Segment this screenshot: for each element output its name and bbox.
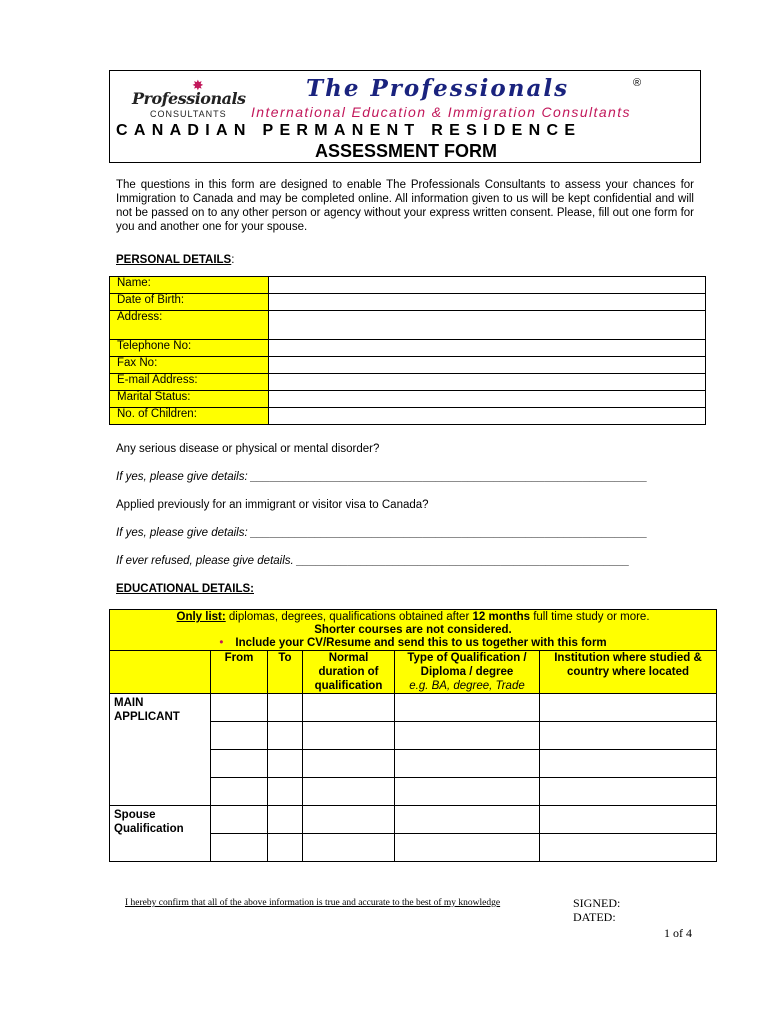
edu-cell[interactable] — [268, 694, 303, 722]
intro-paragraph: The questions in this form are designed to enable The Professionals Consultants to assess your chances for Immigration to Canada and may be completed online. All information given to us will be kept confidential and will not be passed on to any other person or agency without your express written consent. Please, fill out one form for you and another one for your spouse. — [116, 179, 694, 233]
header-box — [109, 70, 701, 163]
edu-cell[interactable] — [395, 694, 540, 722]
name-field[interactable] — [269, 277, 706, 294]
personal-heading-colon: : — [231, 254, 235, 266]
col-type-label: Type of Qualification / Diploma / degree — [407, 652, 527, 678]
signature-block — [573, 896, 620, 924]
edu-cell[interactable] — [303, 778, 395, 806]
brand-title: The Professionals — [306, 75, 570, 102]
name-label: Name: — [110, 277, 269, 294]
col-from: From — [211, 651, 268, 694]
main-applicant-label: MAIN APPLICANT — [110, 694, 211, 806]
spouse-label: Spouse Qualification — [110, 806, 211, 862]
company-logo — [128, 77, 246, 121]
visa-details-line[interactable]: If yes, please give details: ______________________________________________________________ — [116, 527, 648, 539]
only-list-bold: 12 months — [472, 611, 530, 623]
education-heading: EDUCATIONAL DETAILS: — [116, 583, 254, 595]
edu-cell[interactable] — [303, 722, 395, 750]
personal-heading-wrap — [116, 250, 234, 268]
edu-cell[interactable] — [395, 834, 540, 862]
edu-cell[interactable] — [303, 834, 395, 862]
edu-cell[interactable] — [211, 834, 268, 862]
edu-cell[interactable] — [211, 778, 268, 806]
edu-cell[interactable] — [268, 834, 303, 862]
personal-details-table — [109, 276, 706, 425]
dob-label: Date of Birth: — [110, 294, 269, 311]
telephone-field[interactable] — [269, 340, 706, 357]
marital-field[interactable] — [269, 391, 706, 408]
edu-cell[interactable] — [395, 778, 540, 806]
telephone-label: Telephone No: — [110, 340, 269, 357]
dob-field[interactable] — [269, 294, 706, 311]
edu-cell[interactable] — [303, 750, 395, 778]
col-institution: Institution where studied & country where located — [540, 651, 717, 694]
edu-cell[interactable] — [303, 806, 395, 834]
form-title: ASSESSMENT FORM — [314, 141, 497, 161]
edu-cell[interactable] — [268, 778, 303, 806]
refused-details-line[interactable]: If ever refused, please give details. ____________________________________________________ — [116, 555, 630, 567]
personal-heading: PERSONAL DETAILS — [116, 254, 232, 266]
edu-cell[interactable] — [395, 806, 540, 834]
email-field[interactable] — [269, 374, 706, 391]
email-label: E-mail Address: — [110, 374, 269, 391]
edu-cell[interactable] — [303, 694, 395, 722]
edu-cell[interactable] — [540, 694, 717, 722]
marital-label: Marital Status: — [110, 391, 269, 408]
col-duration: Normal duration of qualification — [303, 651, 395, 694]
disease-question: Any serious disease or physical or mental disorder? — [116, 443, 380, 455]
col-type-example: e.g. BA, degree, Trade — [409, 680, 525, 692]
edu-cell[interactable] — [395, 722, 540, 750]
shorter-courses-note: Shorter courses are not considered. — [314, 624, 512, 636]
edu-cell[interactable] — [211, 806, 268, 834]
only-list-text-b: full time study or more. — [530, 611, 650, 623]
fax-field[interactable] — [269, 357, 706, 374]
only-list-text-a: diplomas, degrees, qualifications obtained after — [225, 611, 473, 623]
edu-cell[interactable] — [268, 722, 303, 750]
address-label: Address: — [110, 311, 269, 340]
edu-cell[interactable] — [268, 750, 303, 778]
logo-top-text: Professionals — [132, 89, 246, 108]
children-field[interactable] — [269, 408, 706, 425]
disease-details-line[interactable]: If yes, please give details: ______________________________________________________________ — [116, 471, 648, 483]
edu-cell[interactable] — [268, 806, 303, 834]
confirmation-statement: I hereby confirm that all of the above information is true and accurate to the best of my knowledge — [125, 898, 501, 908]
col-to: To — [268, 651, 303, 694]
education-instructions — [110, 610, 717, 651]
address-field[interactable] — [269, 311, 706, 340]
dated-label: DATED: — [573, 910, 616, 924]
edu-cell[interactable] — [211, 694, 268, 722]
edu-cell[interactable] — [540, 778, 717, 806]
header-blank — [110, 651, 211, 694]
bullet-icon: • — [219, 637, 224, 649]
edu-cell[interactable] — [540, 806, 717, 834]
education-table — [109, 609, 717, 862]
brand-subtitle: International Education & Immigration Consultants — [251, 104, 631, 120]
edu-cell[interactable] — [540, 722, 717, 750]
visa-question: Applied previously for an immigrant or visitor visa to Canada? — [116, 499, 429, 511]
fax-label: Fax No: — [110, 357, 269, 374]
children-label: No. of Children: — [110, 408, 269, 425]
edu-cell[interactable] — [540, 750, 717, 778]
edu-cell[interactable] — [540, 834, 717, 862]
page-number: 1 of 4 — [664, 926, 692, 940]
edu-cell[interactable] — [211, 750, 268, 778]
col-type — [395, 651, 540, 694]
logo-star-icon: ✸ — [192, 77, 204, 93]
registered-mark: ® — [633, 77, 642, 89]
edu-cell[interactable] — [211, 722, 268, 750]
signed-label: SIGNED: — [573, 896, 621, 910]
only-list-label: Only list: — [176, 611, 226, 623]
edu-cell[interactable] — [395, 750, 540, 778]
include-cv-note: Include your CV/Resume and send this to us together with this form — [235, 637, 607, 649]
logo-bottom-text: CONSULTANTS — [150, 109, 227, 119]
program-title: CANADIAN PERMANENT RESIDENCE — [116, 122, 582, 139]
